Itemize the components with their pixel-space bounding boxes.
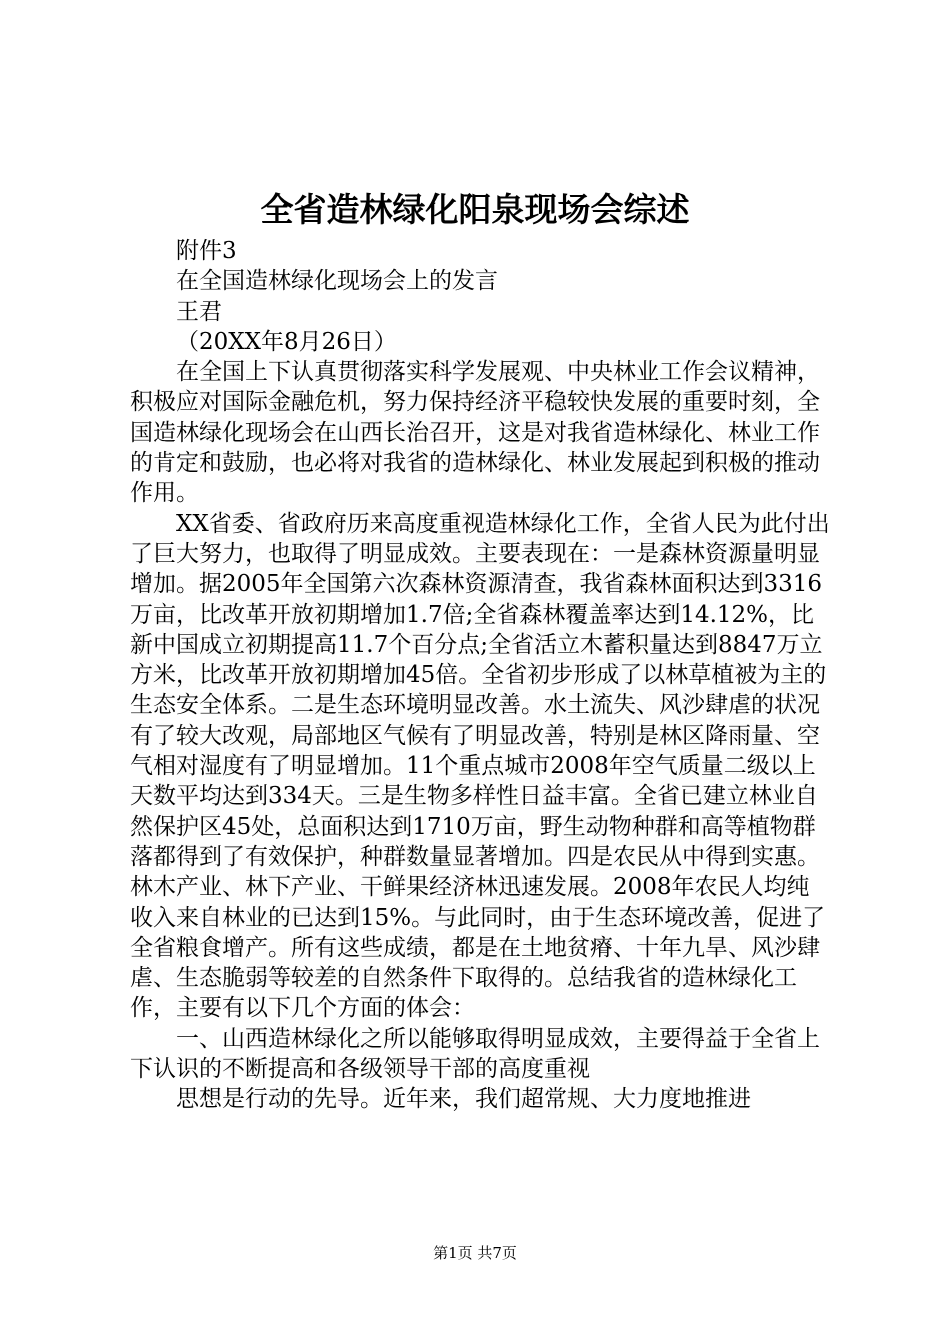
speech-subtitle: 在全国造林绿化现场会上的发言 <box>176 268 498 295</box>
section-heading: 一、山西造林绿化之所以能够取得明显成效，主要得益于全省上下认识的不断提高和各级领导干部的高度重视 <box>130 1025 820 1083</box>
author-name: 王君 <box>176 298 222 325</box>
paragraph: 在全国上下认真贯彻落实科学发展观、中央林业工作会议精神，积极应对国际金融危机，努力保持经济平稳较快发展的重要时刻，全国造林绿化现场会在山西长治召开，这是对我省造林绿化、林业工作的肯定和鼓励，也必将对我省的造林绿化、林业发展起到积极的推动作用。 <box>130 359 820 507</box>
attachment-label: 附件3 <box>176 238 237 264</box>
paragraph: XX省委、省政府历来高度重视造林绿化工作，全省人民为此付出了巨大努力，也取得了明显成效。主要表现在：一是森林资源量明显增加。据2005年全国第六次森林资源清查，我省森林面积达到3316万亩，比改革开放初期增加1.7倍;全省森林覆盖率达到14.12%，比新中国成立初期提高11.7个百分点;全省活立木蓄积量达到8847万立方米，比改革开放初期增加45倍。全省初步形成了以林草植被为主的生态安全体系。二是生态环境明显改善。水土流失、风沙肆虐的状况有了较大改观，局部地区气候有了明显改善，特别是林区降雨量、空气相对湿度有了明显增加。11个重点城市2008年空气质量二级以上天数平均达到334天。三是生物多样性日益丰富。全省已建立林业自然保护区45处，总面积达到1710万亩，野生动物种群和高等植物群落都得到了有效保护，种群数量显著增加。四是农民从中得到实惠。林木产业、林下产业、干鲜果经济林迅速发展。2008年农民人均纯收入来自林业的已达到15%。与此同时，由于生态环境改善，促进了全省粮食增产。所有这些成绩，都是在土地贫瘠、十年九旱、风沙肆虐、生态脆弱等较差的自然条件下取得的。总结我省的造林绿化工作，主要有以下几个方面的体会： <box>130 510 830 1022</box>
document-body <box>130 236 830 1115</box>
speech-date: （20XX年8月26日） <box>176 328 397 355</box>
document-title: 全省造林绿化阳泉现场会综述 <box>260 190 690 229</box>
page-footer: 第1页 共7页 <box>433 1244 517 1262</box>
paragraph: 思想是行动的先导。近年来，我们超常规、大力度地推进 <box>176 1086 751 1113</box>
